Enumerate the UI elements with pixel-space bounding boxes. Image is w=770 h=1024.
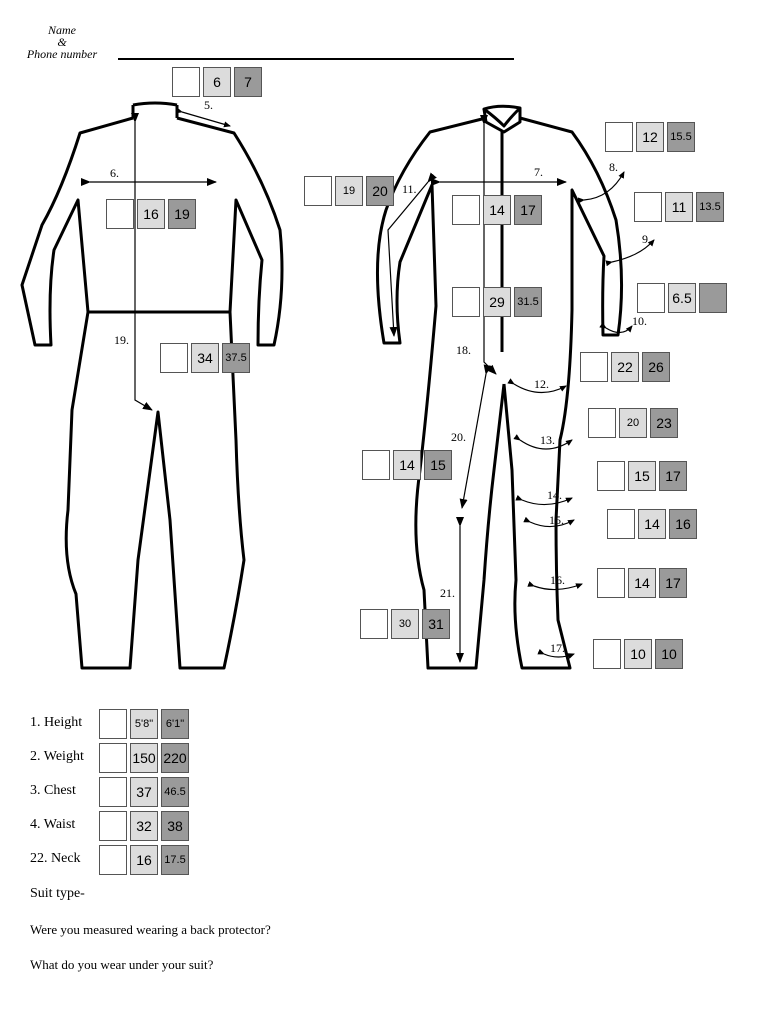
bicep-group <box>605 122 698 152</box>
upper-thigh-group <box>580 352 673 382</box>
height-min: 5'8" <box>130 709 158 739</box>
neck-entry[interactable] <box>99 845 127 875</box>
waist-label: 4. Waist <box>30 817 76 832</box>
above-knee-max: 17 <box>659 461 687 491</box>
label-16: 16. <box>550 573 565 587</box>
back-width-min: 16 <box>137 199 165 229</box>
sleeve-max: 20 <box>366 176 394 206</box>
neck-min: 16 <box>130 845 158 875</box>
under-suit-question: What do you wear under your suit? <box>30 957 214 972</box>
label-6: 6. <box>110 166 119 180</box>
label-20: 20. <box>451 430 466 444</box>
neck-top-min: 6 <box>203 67 231 97</box>
back-width-entry[interactable] <box>106 199 134 229</box>
chest-max: 46.5 <box>161 777 189 807</box>
weight-entry[interactable] <box>99 743 127 773</box>
wrist-group <box>637 283 730 313</box>
ankle-min: 10 <box>624 639 652 669</box>
wrist-entry[interactable] <box>637 283 665 313</box>
knee-max: 16 <box>669 509 697 539</box>
ankle-max: 10 <box>655 639 683 669</box>
ampersand-label: & <box>57 35 67 49</box>
front-chest-min: 14 <box>483 195 511 225</box>
waist-entry[interactable] <box>99 811 127 841</box>
waist-group <box>99 811 192 841</box>
sleeve-entry[interactable] <box>304 176 332 206</box>
back-length-max: 37.5 <box>222 343 250 373</box>
upper-thigh-min: 22 <box>611 352 639 382</box>
inseam-lower-entry[interactable] <box>360 609 388 639</box>
neck-top-group <box>172 67 265 97</box>
bicep-max: 15.5 <box>667 122 695 152</box>
inseam-lower-group <box>360 609 453 639</box>
front-torso-min: 29 <box>483 287 511 317</box>
label-7: 7. <box>534 165 543 179</box>
wrist-min: 6.5 <box>668 283 696 313</box>
upper-thigh-entry[interactable] <box>580 352 608 382</box>
name-label: Name <box>48 23 76 37</box>
weight-max: 220 <box>161 743 189 773</box>
calf-min: 14 <box>628 568 656 598</box>
mid-thigh-entry[interactable] <box>588 408 616 438</box>
label-12: 12. <box>534 377 549 391</box>
mid-thigh-group <box>588 408 681 438</box>
bicep-min: 12 <box>636 122 664 152</box>
knee-min: 14 <box>638 509 666 539</box>
neck-group <box>99 845 192 875</box>
chest-label: 3. Chest <box>30 783 76 798</box>
elbow-group <box>634 192 727 222</box>
front-torso-entry[interactable] <box>452 287 480 317</box>
phone-number-label: Phone number <box>26 47 98 61</box>
label-10: 10. <box>632 314 647 328</box>
bicep-entry[interactable] <box>605 122 633 152</box>
mid-thigh-min: 20 <box>619 408 647 438</box>
sleeve-min: 19 <box>335 176 363 206</box>
chest-min: 37 <box>130 777 158 807</box>
back-length-entry[interactable] <box>160 343 188 373</box>
chest-group <box>99 777 192 807</box>
back-width-max: 19 <box>168 199 196 229</box>
label-19: 19. <box>114 333 129 347</box>
above-knee-entry[interactable] <box>597 461 625 491</box>
calf-max: 17 <box>659 568 687 598</box>
neck-top-max: 7 <box>234 67 262 97</box>
mid-thigh-max: 23 <box>650 408 678 438</box>
weight-min: 150 <box>130 743 158 773</box>
back-view-outline <box>22 103 282 668</box>
label-21: 21. <box>440 586 455 600</box>
inseam-upper-group <box>362 450 455 480</box>
back-length-min: 34 <box>191 343 219 373</box>
calf-group <box>597 568 690 598</box>
neck-max: 17.5 <box>161 845 189 875</box>
height-max: 6'1" <box>161 709 189 739</box>
weight-group <box>99 743 192 773</box>
ankle-entry[interactable] <box>593 639 621 669</box>
knee-entry[interactable] <box>607 509 635 539</box>
inseam-lower-max: 31 <box>422 609 450 639</box>
height-label: 1. Height <box>30 715 83 730</box>
suit-type-question: Suit type- <box>30 886 85 901</box>
front-torso-group <box>452 287 545 317</box>
height-entry[interactable] <box>99 709 127 739</box>
calf-entry[interactable] <box>597 568 625 598</box>
elbow-entry[interactable] <box>634 192 662 222</box>
front-chest-group <box>452 195 545 225</box>
back-protector-question: Were you measured wearing a back protector? <box>30 922 271 937</box>
front-chest-max: 17 <box>514 195 542 225</box>
front-torso-max: 31.5 <box>514 287 542 317</box>
above-knee-group <box>597 461 690 491</box>
chest-entry[interactable] <box>99 777 127 807</box>
label-18: 18. <box>456 343 471 357</box>
weight-label: 2. Weight <box>30 749 84 764</box>
waist-max: 38 <box>161 811 189 841</box>
above-knee-min: 15 <box>628 461 656 491</box>
upper-thigh-max: 26 <box>642 352 670 382</box>
label-17: 17. <box>550 641 565 655</box>
inseam-upper-min: 14 <box>393 450 421 480</box>
back-length-group <box>160 343 253 373</box>
inseam-upper-max: 15 <box>424 450 452 480</box>
label-15: 15. <box>549 513 564 527</box>
knee-group <box>607 509 700 539</box>
inseam-lower-min: 30 <box>391 609 419 639</box>
label-9: 9. <box>642 232 651 246</box>
neck-label: 22. Neck <box>30 851 81 866</box>
inseam-upper-entry[interactable] <box>362 450 390 480</box>
wrist-max <box>699 283 727 313</box>
sleeve-group <box>304 176 397 206</box>
neck-top-entry[interactable] <box>172 67 200 97</box>
label-8: 8. <box>609 160 618 174</box>
waist-min: 32 <box>130 811 158 841</box>
label-14: 14. <box>547 488 562 502</box>
elbow-max: 13.5 <box>696 192 724 222</box>
ankle-group <box>593 639 686 669</box>
label-13: 13. <box>540 433 555 447</box>
label-11: 11. <box>402 182 417 196</box>
height-group <box>99 709 192 739</box>
back-width-group <box>106 199 199 229</box>
elbow-min: 11 <box>665 192 693 222</box>
front-chest-entry[interactable] <box>452 195 480 225</box>
label-5: 5. <box>204 98 213 112</box>
